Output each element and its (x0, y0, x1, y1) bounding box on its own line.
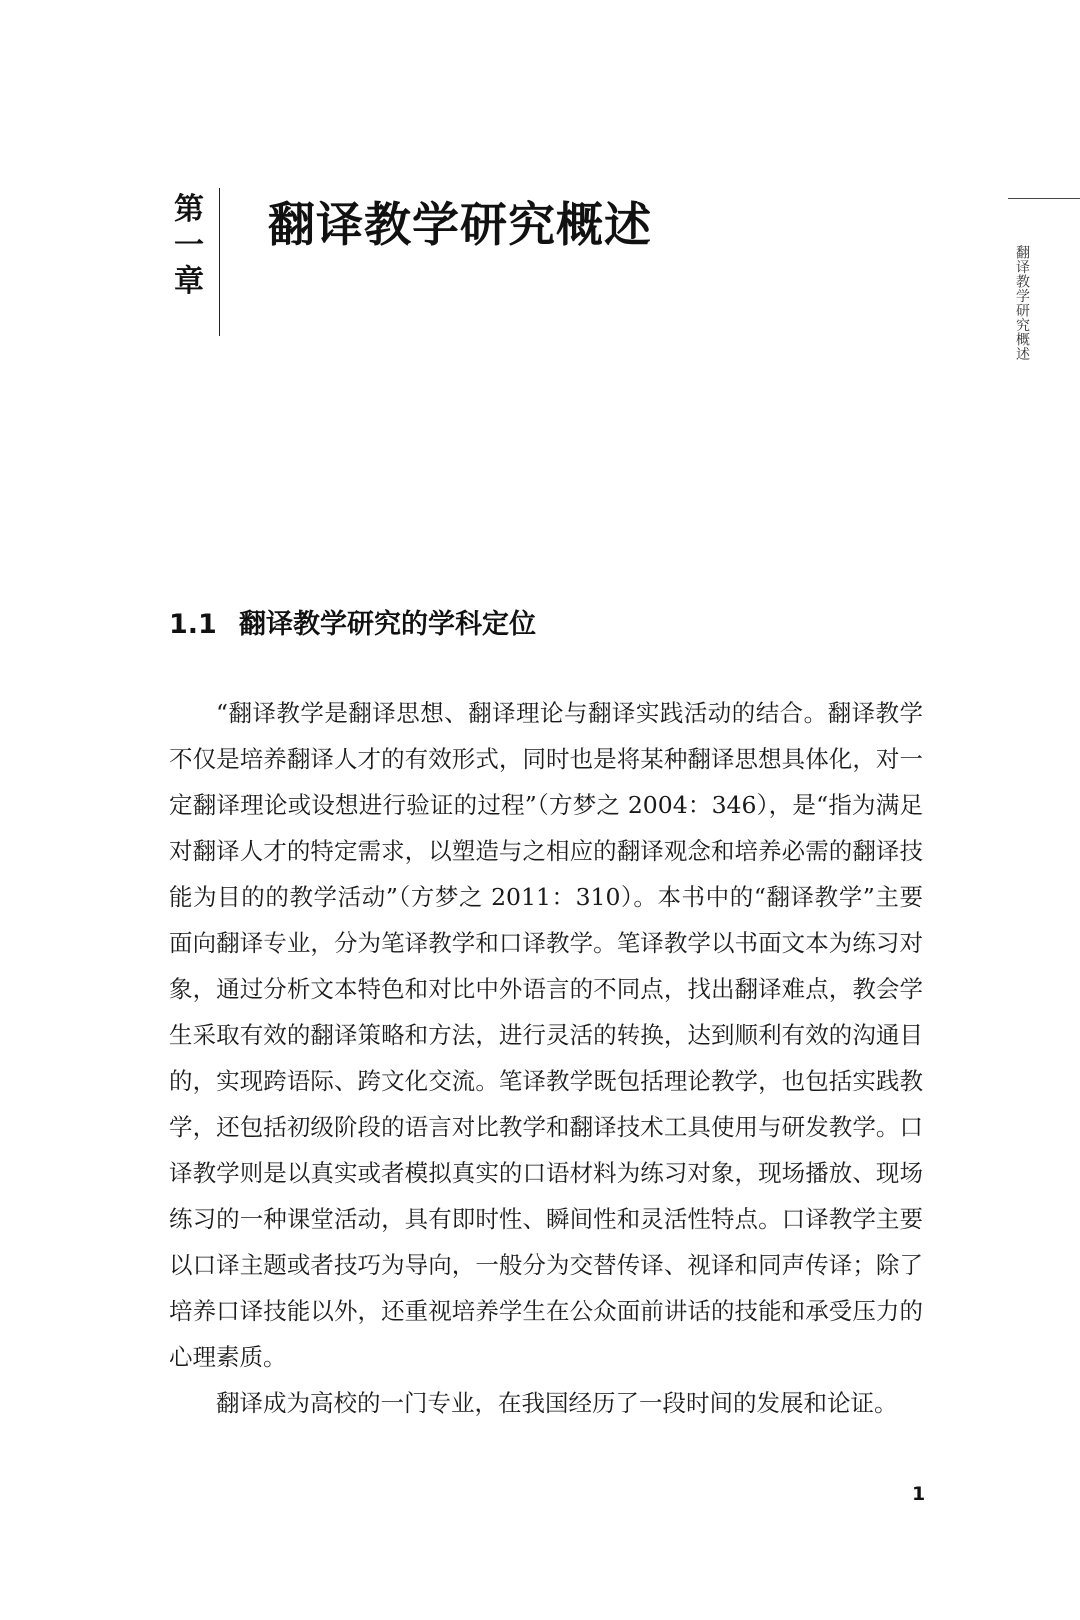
chapter-divider (219, 188, 220, 336)
page-number: 1 (912, 1483, 926, 1505)
running-head: 翻译教学研究概述 (1014, 245, 1030, 361)
body-text (169, 690, 923, 1426)
paragraph: “翻译教学是翻译思想、翻译理论与翻译实践活动的结合。翻译教学不仅是培养翻译人才的有效形式，同时也是将某种翻译思想具体化，对一定翻译理论或设想进行验证的过程”（方梦之 2004：346），是“指为满足对翻译人才的特定需求，以塑造与之相应的翻译观念和培养必需的翻译技能为目的的教学活动”（方梦之 2011：310）。本书中的“翻译教学”主要面向翻译专业，分为笔译教学和口译教学。笔译教学以书面文本为练习对象，通过分析文本特色和对比中外语言的不同点，找出翻译难点，教会学生采取有效的翻译策略和方法，进行灵活的转换，达到顺利有效的沟通目的，实现跨语际、跨文化交流。笔译教学既包括理论教学，也包括实践教学，还包括初级阶段的语言对比教学和翻译技术工具使用与研发教学。口译教学则是以真实或者模拟真实的口语材料为练习对象，现场播放、现场练习的一种课堂活动，具有即时性、瞬间性和灵活性特点。口译教学主要以口译主题或者技巧为导向，一般分为交替传译、视译和同声传译；除了培养口译技能以外，还重视培养学生在公众面前讲话的技能和承受压力的心理素质。 (169, 699, 923, 1371)
chapter-label-char: 第 (174, 192, 204, 227)
section-title: 翻译教学研究的学科定位 (239, 609, 536, 640)
chapter-label-char: 章 (174, 264, 204, 299)
chapter-label-char: 一 (174, 228, 204, 263)
paragraph: 翻译成为高校的一门专业，在我国经历了一段时间的发展和论证。 (216, 1389, 898, 1417)
chapter-label (166, 192, 212, 300)
section-number: 1.1 (169, 609, 217, 640)
section-heading (169, 607, 536, 643)
chapter-title: 翻译教学研究概述 (268, 198, 652, 253)
running-head-rule (1008, 198, 1080, 199)
